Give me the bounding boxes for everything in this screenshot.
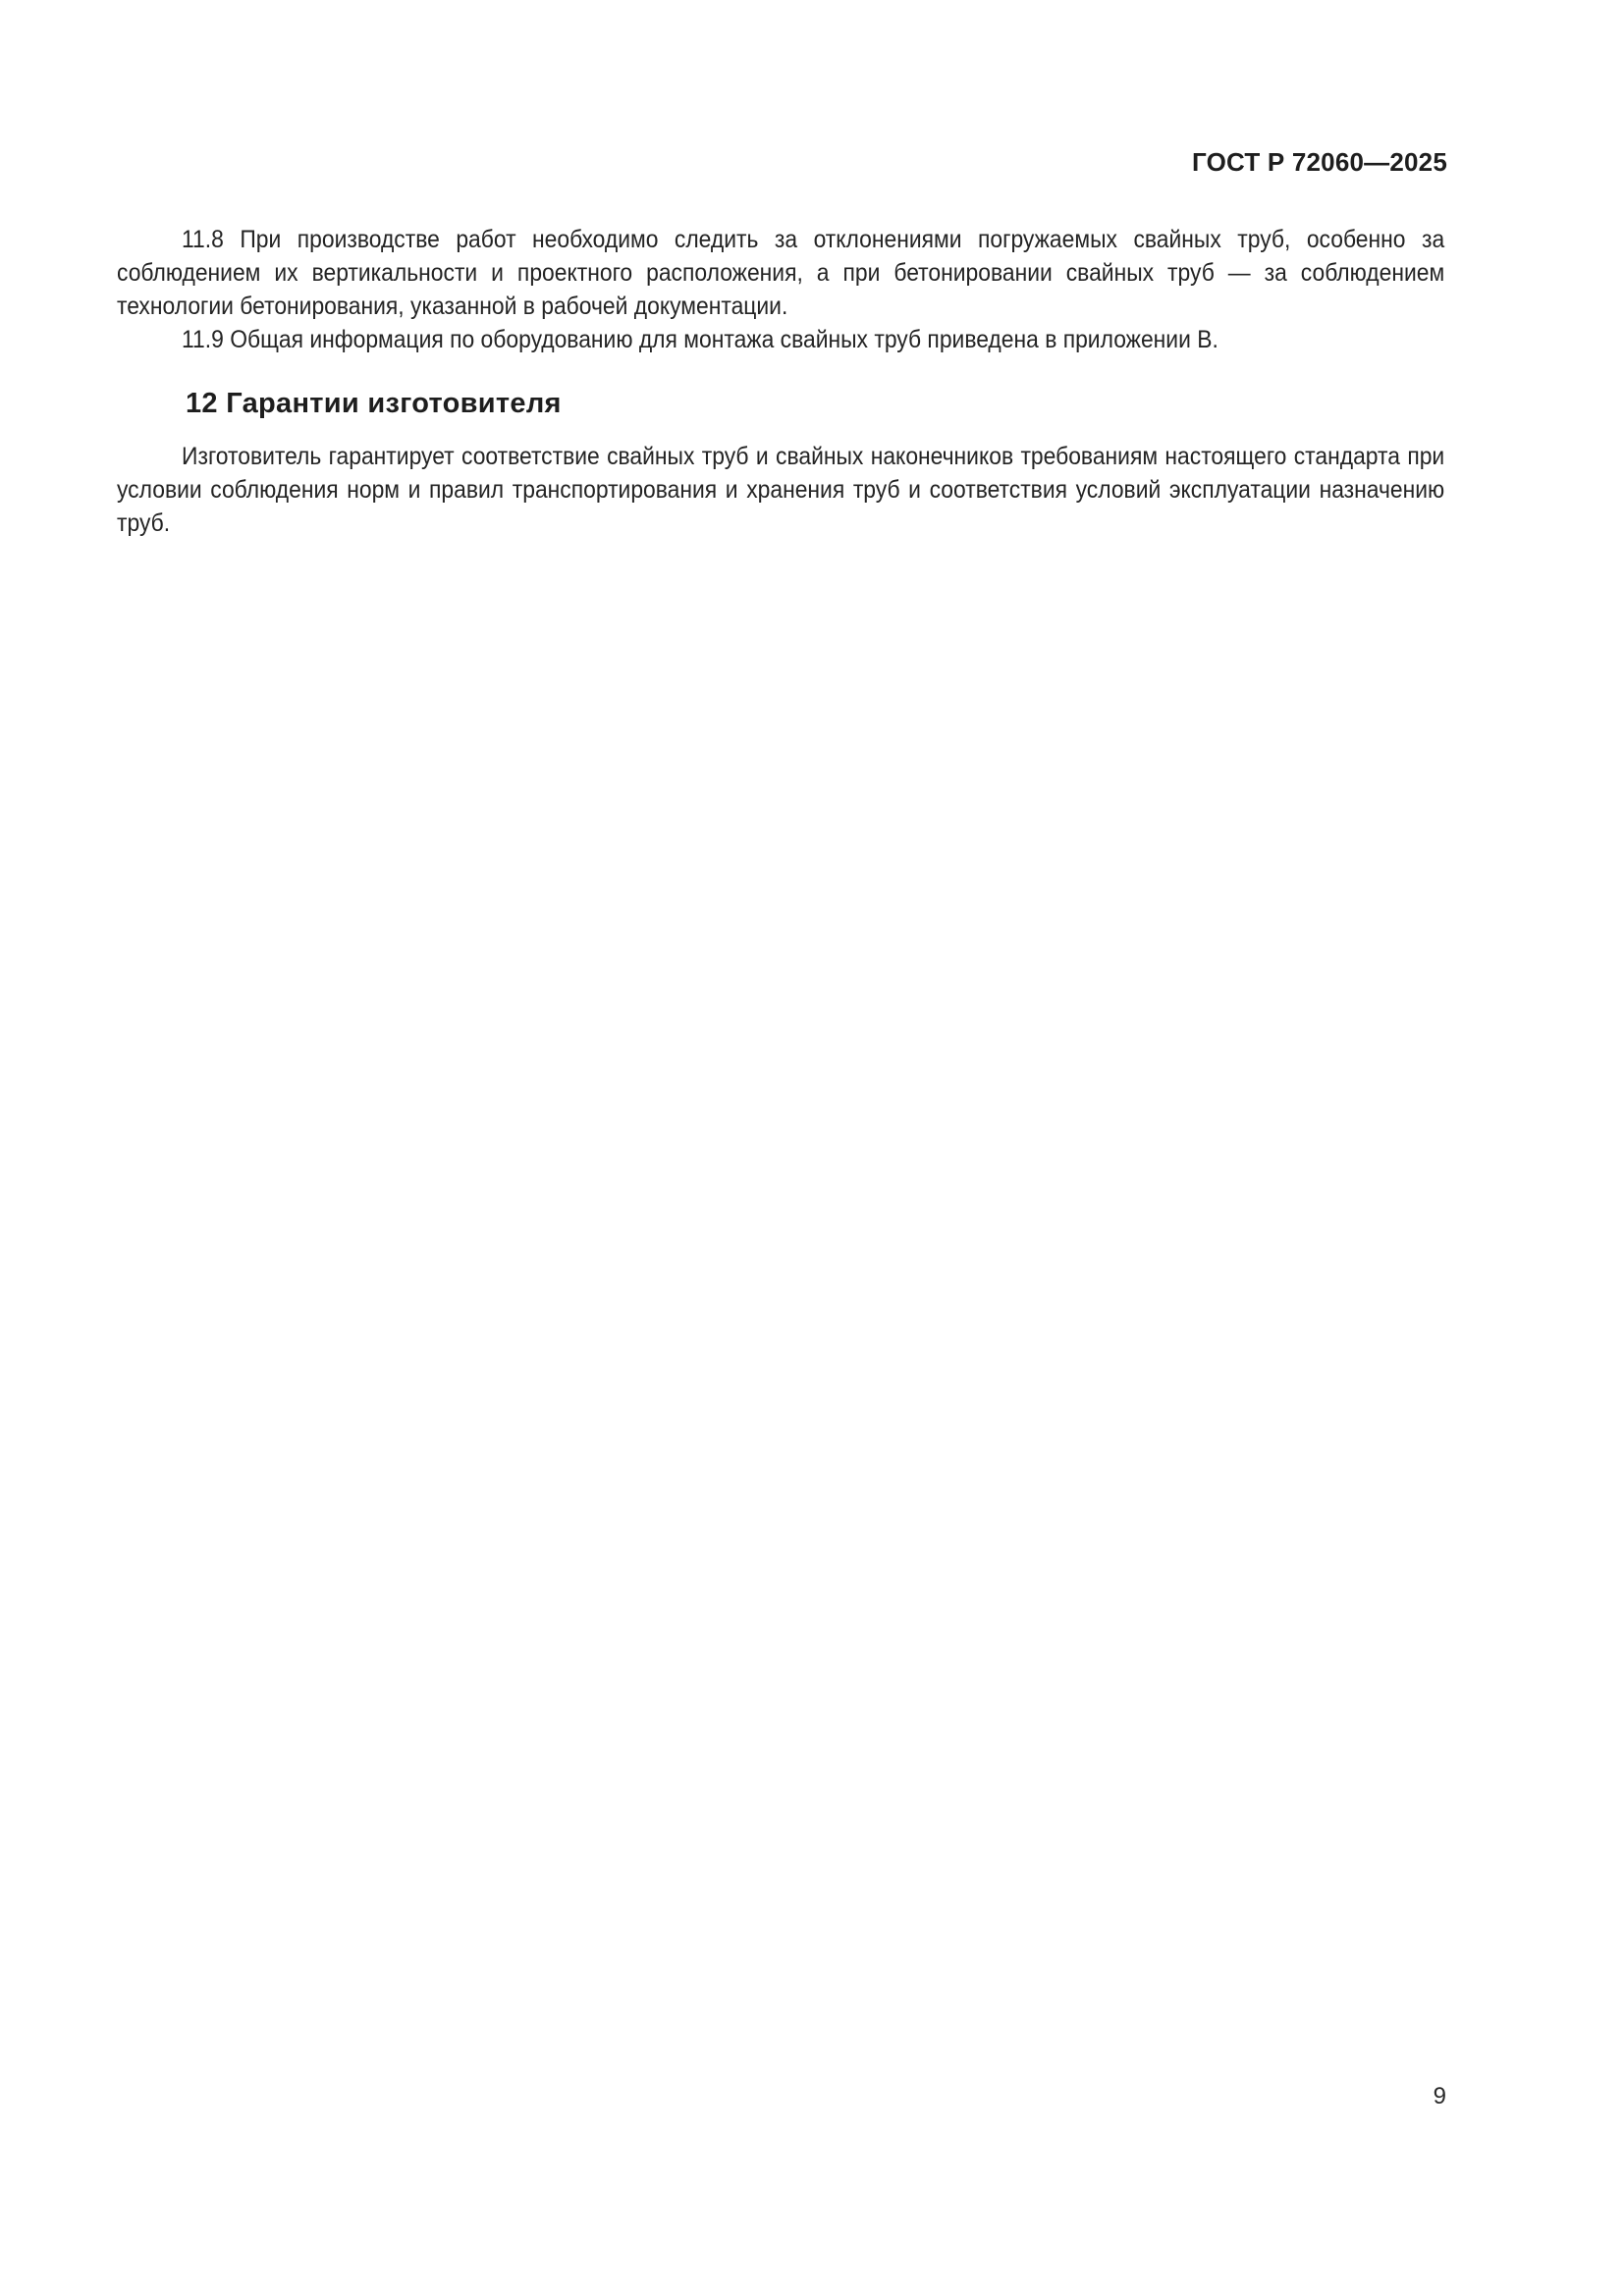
page-number: 9 [1433, 2083, 1446, 2109]
clause-11-8: 11.8 При производстве работ необходимо следить за отклонениями погружаемых свайных труб, особенно за соблюдением их вертикальности и проектного расположения, а при бетонировании свайных труб — за соблюдением технологии бетонирования, указанной в рабочей документации. [117, 227, 1445, 320]
document-code-header: ГОСТ Р 72060—2025 [1192, 147, 1447, 177]
section-12-paragraph: Изготовитель гарантирует соответствие свайных труб и свайных наконечников требованиям настоящего стандарта при условии соблюдения норм и правил транспортирования и хранения труб и соответствия условий эксплуатации назначению труб. [117, 444, 1445, 537]
section-body [117, 441, 1444, 541]
clause-11-9: 11.9 Общая информация по оборудованию для монтажа свайных труб приведена в приложении В. [182, 327, 1218, 353]
page-content [117, 224, 1444, 541]
section-title: 12 Гарантии изготовителя [186, 388, 562, 419]
